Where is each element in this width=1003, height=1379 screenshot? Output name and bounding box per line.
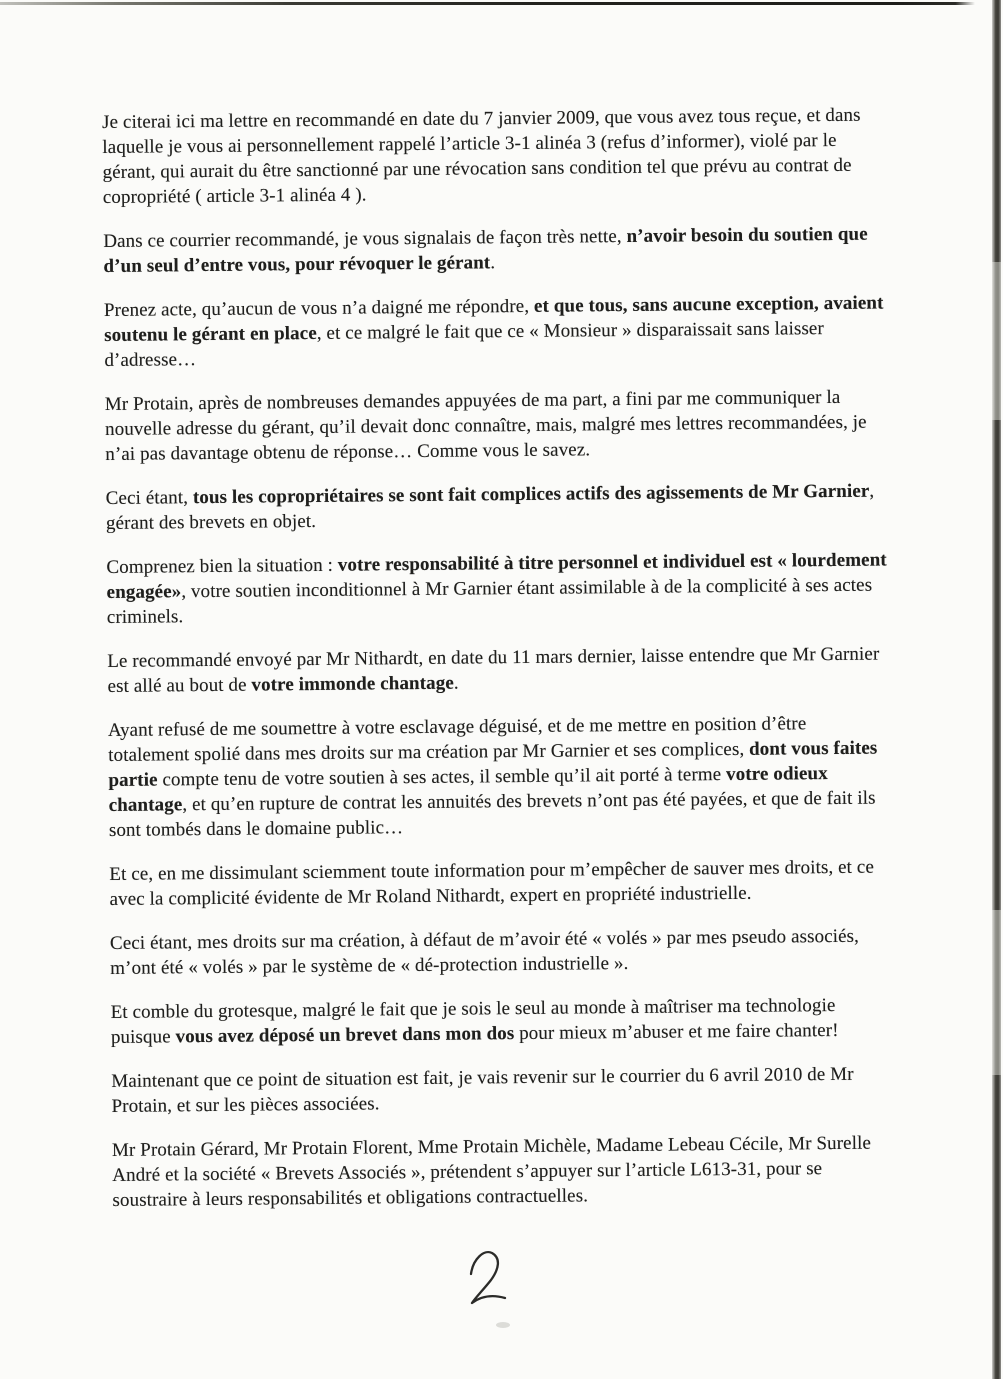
text-run: , votre soutien inconditionnel à Mr Garnier étant assimilable à de la complicité à ses actes criminels. <box>106 574 873 628</box>
scan-artifact-segment <box>992 420 1001 910</box>
text-run: Comprenez bien la situation : <box>106 554 338 578</box>
text-run: Ceci étant, mes droits sur ma création, à défaut de m’avoir été « volés » par mes pseudo associés, m’ont été « volés » par le système de « dé-protection industrielle ». <box>109 925 860 979</box>
paragraph <box>111 992 893 1050</box>
paragraph <box>108 710 891 843</box>
paragraph <box>110 923 892 981</box>
paragraph <box>109 854 891 912</box>
scan-artifact-segment <box>992 910 1001 1075</box>
bold-text-run: et que tous, sans aucune exception, avaient soutenu le gérant en place <box>104 292 884 346</box>
text-run: , gérant des brevets en objet. <box>105 480 875 534</box>
text-run: pour mieux m’abuser et me faire chanter! <box>514 1019 839 1045</box>
paragraph <box>106 547 889 630</box>
bold-text-run: n’avoir besoin du soutien que d’un seul d’entre vous, pour révoquer le gérant <box>103 223 868 277</box>
text-run: . <box>453 672 459 694</box>
scan-smudge <box>496 1322 510 1328</box>
handwritten-page-number <box>460 1246 516 1310</box>
text-run: Dans ce courrier recommandé, je vous signalais de façon très nette, <box>103 225 627 252</box>
text-run: Et ce, en me dissimulant sciemment toute information pour m’empêcher de sauver mes droits, et ce avec la complicité évidente de Mr Roland Nithardt, expert en propriété industrielle. <box>109 856 875 910</box>
text-run: Ayant refusé de me soumettre à votre esclavage déguisé, et de me mettre en position d’être totalement spolié dans mes droits sur ma création par Mr Garnier et ses complices, <box>107 713 807 766</box>
handwritten-2-glyph <box>460 1246 516 1310</box>
text-run: . <box>490 252 496 274</box>
letter-body <box>102 102 895 1231</box>
text-run: Et comble du grotesque, malgré le fait que je sois le seul au monde à maîtriser ma technologie puisque <box>110 995 836 1048</box>
bold-text-run: votre odieux chantage <box>108 763 828 816</box>
text-run: compte tenu de votre soutien à ses actes, il semble qu’il ait porté à terme <box>157 764 727 791</box>
paragraph <box>111 1061 893 1119</box>
text-run: Le recommandé envoyé par Mr Nithardt, en date du 11 mars dernier, laisse entendre que Mr Garnier est allé au bout de <box>107 643 880 697</box>
paragraph <box>107 641 889 699</box>
text-run: Je citerai ici ma lettre en recommandé en date du 7 janvier 2009, que vous avez tous reçue, et dans laquelle je vous ai personnellement rappelé l’article 3-1 alinéa 3 (refus d’informer), violé par le gérant, qui aurait du être sanctionné par une révocation sans condition tel que prévu au contrat de copropriété ( article 3-1 alinéa 4 ). <box>102 104 861 208</box>
text-run: Ceci étant, <box>105 487 194 509</box>
scan-artifact-segment <box>992 0 1001 262</box>
bold-text-run: votre immonde chantage <box>251 672 454 696</box>
text-run: Mr Protain, après de nombreuses demandes appuyées de ma part, a fini par me communiquer la nouvelle adresse du gérant, qu’il devait donc connaître, mais, malgré mes lettres recommandées, je n’ai pas davantage obtenu de réponse… Comme vous le savez. <box>104 386 867 465</box>
bold-text-run: vous avez déposé un brevet dans mon dos <box>175 1023 515 1048</box>
scan-artifact-segment <box>992 1075 1001 1379</box>
paragraph <box>112 1130 895 1213</box>
scan-artifact-right-edge <box>992 0 1001 1379</box>
text-run: Maintenant que ce point de situation est fait, je vais revenir sur le courrier du 6 avril 2010 de Mr Protain, et sur les pièces associées. <box>111 1063 854 1117</box>
paragraph <box>103 221 885 279</box>
bold-text-run: tous les copropriétaires se sont fait complices actifs des agissements de Mr Garnier <box>192 480 870 509</box>
text-run: , et qu’en rupture de contrat les annuités des brevets n’ont pas été payées, et que de fait ils sont tombés dans le domaine public… <box>108 787 876 841</box>
bold-text-run: dont vous faites partie <box>108 737 878 791</box>
text-run: , et ce malgré le fait que ce « Monsieur » disparaissait sans laisser d’adresse… <box>104 318 824 371</box>
bold-text-run: votre responsabilité à titre personnel et individuel est « lourdement engagée» <box>106 549 887 603</box>
scan-artifact-top-edge <box>0 2 975 5</box>
text-run: Mr Protain Gérard, Mr Protain Florent, Mme Protain Michèle, Madame Lebeau Cécile, Mr Surelle André et la société « Brevets Associés », prétendent s’appuyer sur l’article L613-31, pour se soustraire à leurs responsabilités et obligations contractuelles. <box>111 1132 872 1211</box>
paragraph <box>105 384 888 467</box>
paragraph <box>102 102 885 210</box>
paragraph <box>104 290 887 373</box>
scan-artifact-segment <box>992 262 1001 420</box>
paragraph <box>106 478 888 536</box>
text-run: Prenez acte, qu’aucun de vous n’a daigné me répondre, <box>103 295 535 321</box>
